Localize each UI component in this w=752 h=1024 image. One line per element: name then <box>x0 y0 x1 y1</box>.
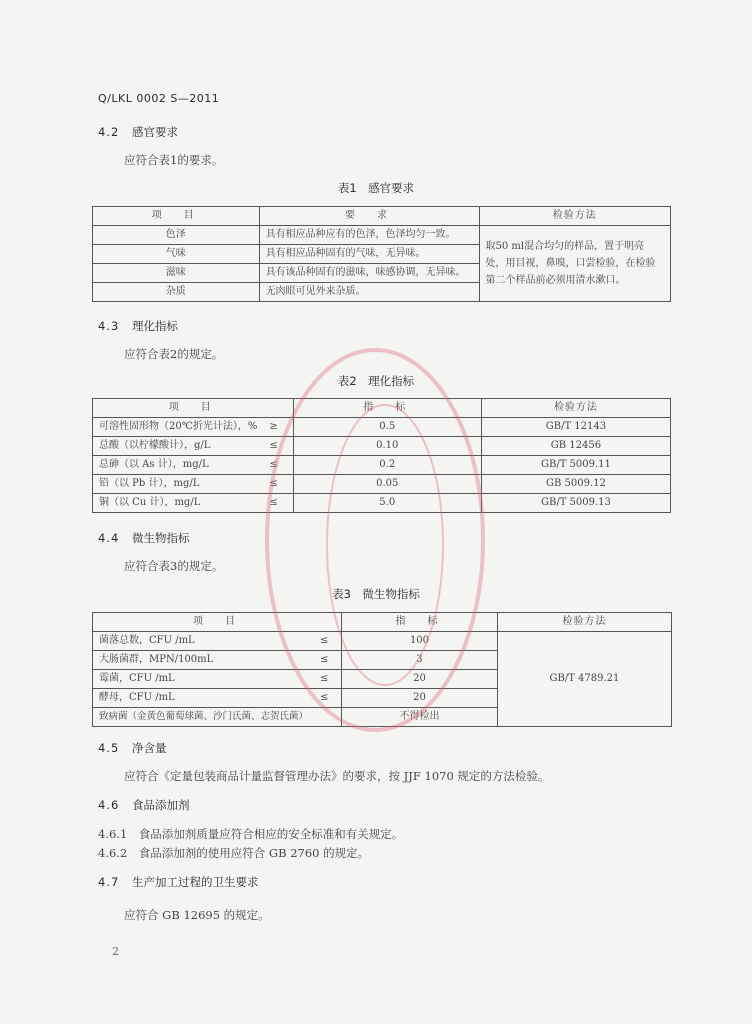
table-cell-item: 铜（以 Cu 计），mg/L <box>93 494 264 513</box>
document-header: Q/LKL 0002 S—2011 <box>98 92 220 105</box>
section-4-4-text: 应符合表3的规定。 <box>124 559 224 573</box>
table-cell-method: GB/T 12143 <box>481 418 670 437</box>
table-cell-item: 总砷（以 As 计），mg/L <box>93 456 264 475</box>
table-cell-symbol: ≤ <box>314 651 342 670</box>
table-row <box>93 456 671 475</box>
table-cell-item: 铅（以 Pb 计），mg/L <box>93 475 264 494</box>
section-number: 4.3 <box>98 319 120 333</box>
table-cell-item: 大肠菌群，MPN/100mL <box>93 651 315 670</box>
table-cell-symbol: ≥ <box>263 418 293 437</box>
section-number: 4.5 <box>98 741 120 755</box>
table-cell-item: 气味 <box>93 245 260 264</box>
table-2 <box>92 398 671 513</box>
section-number: 4.6 <box>98 798 120 812</box>
section-title: 理化指标 <box>132 319 178 333</box>
section-title: 食品添加剂 <box>132 798 190 812</box>
table-2-caption: 表2 理化指标 <box>337 374 415 388</box>
table-cell-requirement: 具有该品种固有的滋味，味感协调，无异味。 <box>259 264 479 283</box>
table-3 <box>92 612 672 727</box>
page-number: 2 <box>112 945 119 958</box>
section-title: 微生物指标 <box>132 531 190 545</box>
table-cell-requirement: 无肉眼可见外来杂质。 <box>259 283 479 302</box>
section-4-5-heading <box>98 740 167 756</box>
table-cell-symbol: ≤ <box>263 437 293 456</box>
table-cell-symbol: ≤ <box>263 475 293 494</box>
table-cell-symbol: ≤ <box>263 494 293 513</box>
table-header: 检验方法 <box>497 613 671 632</box>
section-4-4-heading <box>98 530 190 546</box>
section-4-6-heading <box>98 797 190 813</box>
section-4-5-text: 应符合《定量包装商品计量监督管理办法》的要求，按 JJF 1070 规定的方法检验。 <box>124 769 550 783</box>
section-4-7-heading <box>98 874 259 890</box>
table-cell-value: 0.2 <box>293 456 481 475</box>
table-header: 项 目 <box>93 207 260 226</box>
table-cell-value: 0.10 <box>293 437 481 456</box>
table-cell-value: 5.0 <box>293 494 481 513</box>
table-cell-value: 不得检出 <box>342 708 498 727</box>
table-cell-value: 20 <box>342 670 498 689</box>
section-4-7-text: 应符合 GB 12695 的规定。 <box>124 908 270 922</box>
table-row <box>93 475 671 494</box>
table-cell-method: GB 5009.12 <box>481 475 670 494</box>
table-cell-symbol: ≤ <box>263 456 293 475</box>
table-cell-item: 霉菌，CFU /mL <box>93 670 315 689</box>
table-row <box>93 226 671 245</box>
table-cell-symbol: ≤ <box>314 632 342 651</box>
table-row <box>93 418 671 437</box>
table-cell-value: 100 <box>342 632 498 651</box>
table-cell-item: 杂质 <box>93 283 260 302</box>
table-cell-item: 菌落总数，CFU /mL <box>93 632 315 651</box>
table-3-caption: 表3 微生物指标 <box>332 587 420 601</box>
section-4-2-heading <box>98 124 178 140</box>
table-cell-item: 总酸（以柠檬酸计），g/L <box>93 437 264 456</box>
table-row <box>93 632 672 651</box>
table-cell-symbol: ≤ <box>314 670 342 689</box>
table-cell-item: 色泽 <box>93 226 260 245</box>
table-cell-requirement: 具有相应品种应有的色泽，色泽均匀一致。 <box>259 226 479 245</box>
table-cell-value: 20 <box>342 689 498 708</box>
table-cell-requirement: 具有相应品种固有的气味，无异味。 <box>259 245 479 264</box>
table-header: 要 求 <box>259 207 479 226</box>
section-title: 感官要求 <box>132 125 178 139</box>
section-number: 4.7 <box>98 875 120 889</box>
section-title: 净含量 <box>132 741 167 755</box>
table-cell-method: GB/T 5009.11 <box>481 456 670 475</box>
table-cell-item: 致病菌（金黄色葡萄球菌、沙门氏菌、志贺氏菌） <box>93 708 315 727</box>
table-cell-item: 可溶性固形物（20℃折光计法），% <box>93 418 264 437</box>
table-header: 指 标 <box>342 613 498 632</box>
table-header: 项 目 <box>93 399 294 418</box>
table-header: 检验方法 <box>479 207 670 226</box>
section-4-3-text: 应符合表2的规定。 <box>124 347 224 361</box>
table-cell-value: 0.05 <box>293 475 481 494</box>
table-row <box>93 437 671 456</box>
table-cell-method: GB 12456 <box>481 437 670 456</box>
table-cell-symbol: ≤ <box>314 689 342 708</box>
table-header: 指 标 <box>293 399 481 418</box>
section-4-6-2: 4.6.2 食品添加剂的使用应符合 GB 2760 的规定。 <box>98 846 370 860</box>
table-cell-value: 0.5 <box>293 418 481 437</box>
table-cell-method: GB/T 4789.21 <box>497 632 671 727</box>
section-4-2-text: 应符合表1的要求。 <box>124 153 224 167</box>
table-1 <box>92 206 671 302</box>
table-cell-value: 3 <box>342 651 498 670</box>
section-4-6-1: 4.6.1 食品添加剂质量应符合相应的安全标准和有关规定。 <box>98 827 404 841</box>
table-cell-symbol <box>314 708 342 727</box>
table-cell-method: GB/T 5009.13 <box>481 494 670 513</box>
section-title: 生产加工过程的卫生要求 <box>132 875 259 889</box>
table-header: 项 目 <box>93 613 342 632</box>
table-cell-item: 滋味 <box>93 264 260 283</box>
table-header: 检验方法 <box>481 399 670 418</box>
table-row <box>93 494 671 513</box>
section-number: 4.2 <box>98 125 120 139</box>
table-1-caption: 表1 感官要求 <box>337 181 415 195</box>
table-cell-method: 取50 ml混合均匀的样品，置于明亮处，用目视，鼻嗅，口尝检验，在检验第二个样品前必须用清水漱口。 <box>479 226 670 302</box>
table-cell-item: 酵母，CFU /mL <box>93 689 315 708</box>
section-number: 4.4 <box>98 531 120 545</box>
section-4-3-heading <box>98 318 178 334</box>
